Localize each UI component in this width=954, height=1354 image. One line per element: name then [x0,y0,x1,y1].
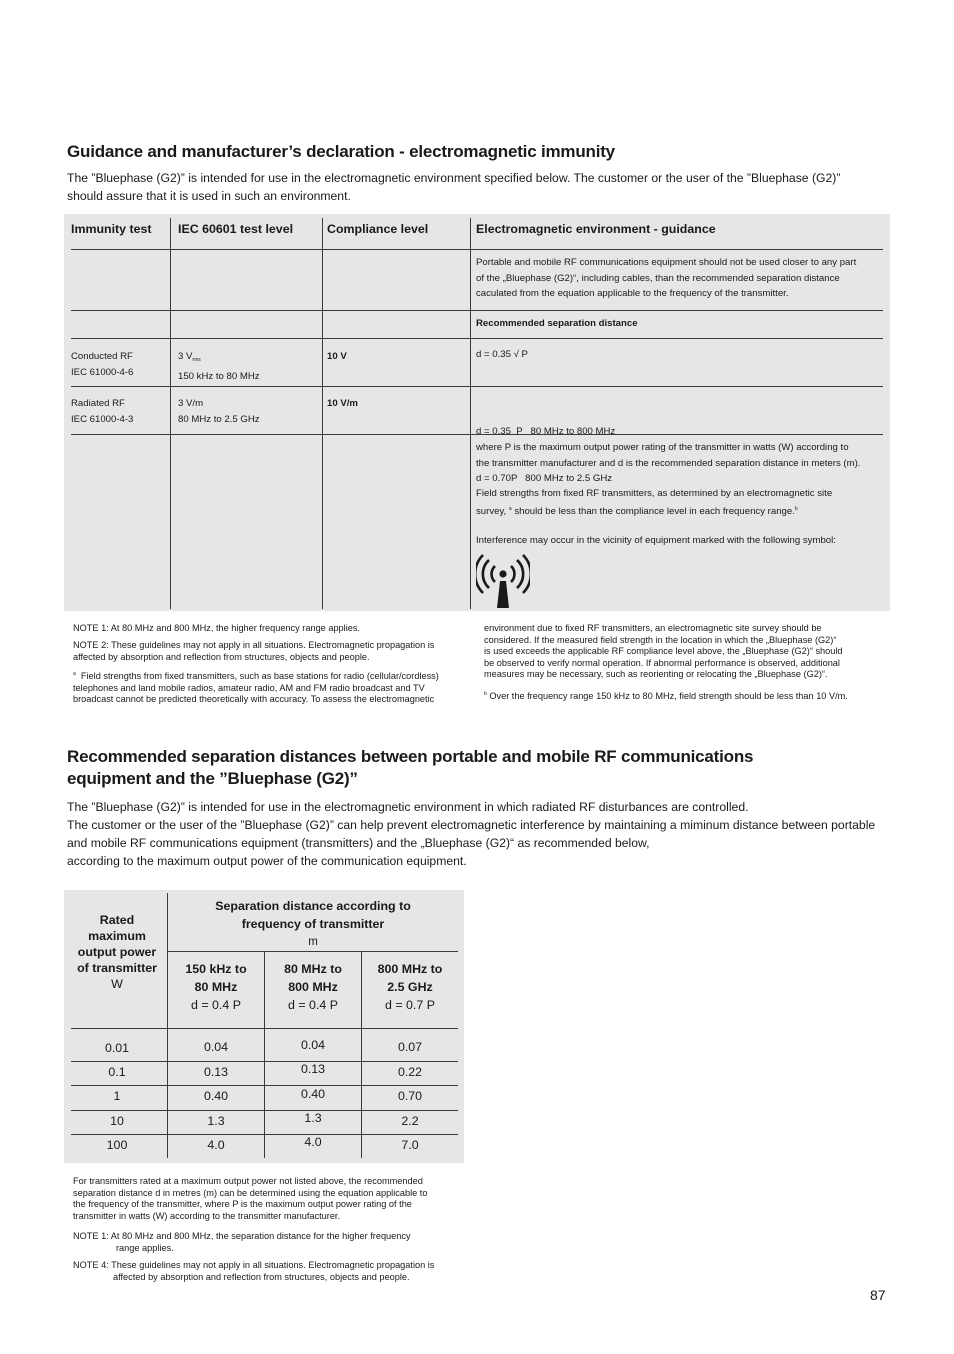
table-cell-distance: 0.70 [397,1089,423,1103]
note-2 [73,640,434,663]
table-rule [71,386,883,387]
where-text [476,440,860,471]
intro-line: The customer or the user of the ”Bluephase (G2)” can help prevent electromagnetic interference by maintaining a miminum distance between portable [67,818,876,832]
conducted-rf-formula: d = 0.35 √ P [476,349,528,360]
table-cell-distance: 2.2 [401,1114,419,1128]
footnote-mark: a [508,505,512,512]
recommended-distance-label: Recommended separation distance [476,318,638,329]
cell-text: d = 0.35 P 80 MHz to 800 MHz [476,426,616,438]
note-line: broadcast cannot be predicted theoretically with accuracy. To assess the electromagnetic [73,694,435,705]
header-compliance-level: Compliance level [327,222,429,236]
guidance-line: of the „Bluephase (G2)“, including cables, than the recommended separation distance [476,272,840,284]
note-1-separation [73,1231,411,1254]
note-line: range applies. [116,1242,174,1253]
table-rule [71,338,883,339]
section-title-immunity: Guidance and manufacturer’s declaration - electromagnetic immunity [67,142,615,161]
note-1: NOTE 1: At 80 MHz and 800 MHz, the higher frequency range applies. [73,623,361,633]
note-line: separation distance d in metres (m) can be determined using the equation applicable to [73,1187,428,1198]
guidance-line: Portable and mobile RF communications equipment should not be used closer to any part [476,257,857,268]
cell-text: 150 kHz to 80 MHz [178,370,260,382]
header-guidance: Electromagnetic environment - guidance [476,222,716,236]
header-formula: d = 0.4 P [288,998,338,1012]
table-cell-distance: 1.3 [207,1114,225,1128]
header-line: 2.5 GHz [387,980,433,994]
table-cell-power: 100 [106,1138,128,1152]
header-line: of transmitter [77,961,157,975]
section-intro-separation [67,798,875,870]
guidance-line: should be less than the compliance level in each frequency range. [511,505,795,517]
cell-text: Radiated RF [71,398,125,409]
header-formula: d = 0.7 P [385,998,435,1012]
guidance-line: the transmitter manufacturer and d is the recommended separation distance in meters (m). [476,457,861,469]
note-line: transmitter in watts (W) according to the transmitter manufacturer. [73,1210,341,1221]
non-ionizing-radiation-icon [476,552,530,610]
note-line: telephones and land mobile radios, amateur radio, AM and FM radio broadcast and TV [73,682,425,693]
table-rule [168,951,458,952]
note-line: environment due to fixed RF transmitters, an electromagnetic site survey should be [484,623,822,633]
radiated-rf-level [178,396,260,427]
note-line: Field strengths from fixed transmitters, such as base stations for radio (cellular/cordless) [80,671,439,681]
header-150khz-80mhz [168,960,264,1014]
table-cell-distance: 0.22 [397,1065,423,1079]
note-line: affected by absorption and reflection from structures, objects and people. [113,1271,410,1282]
title-line: Recommended separation distances between portable and mobile RF communications [67,747,754,766]
subscript-text: rms [192,357,201,363]
radiated-rf-test [71,396,133,427]
cell-text: 3 V/m [178,398,204,409]
header-line: 150 kHz to [185,962,247,976]
note-line: NOTE 2: These guidelines may not apply in all situations. Electromagnetic propagation is [73,640,435,650]
footnote-a-continued [484,623,843,681]
table-cell-distance: 0.07 [397,1040,423,1054]
note-line: measures may be necessary, such as reorienting or relocating the „Bluephase (G2)“. [484,669,828,680]
table-rule [71,249,883,250]
section-intro-immunity [67,169,840,205]
header-rated-power [68,912,166,992]
table-cell-distance: 0.04 [300,1038,326,1052]
note-line: be observed to verify normal operation. If abnormal performance is observed, additional [484,657,840,668]
header-line: Rated [99,913,135,927]
field-strength-text [476,486,832,519]
table-cell-distance: 0.04 [203,1040,229,1054]
intro-line: should assure that it is used in such an environment. [67,189,351,203]
intro-line: and mobile RF communications equipment (transmitters) and the „Bluephase (G2)“ as recommended below, [67,836,650,850]
note-line: affected by absorption and reflection from structures, objects and people. [73,651,370,662]
table-cell-distance: 4.0 [207,1138,225,1152]
table-cell-power: 0.01 [104,1041,130,1055]
intro-line: The ”Bluephase (G2)” is intended for use in the electromagnetic environment in which radiated RF disturbances are controlled. [67,800,749,814]
table-cell-distance: 0.13 [203,1065,229,1079]
note-line: For transmitters rated at a maximum output power not listed above, the recommended [73,1176,423,1186]
table-cell-distance: 0.40 [300,1087,326,1101]
table-cell-distance: 7.0 [401,1138,419,1152]
header-800mhz-2-5ghz [362,960,458,1014]
transmitter-note [73,1176,427,1222]
guidance-line: Field strengths from fixed RF transmitters, as determined by an electromagnetic site [476,488,833,499]
radiated-rf-compliance: 10 V/m [327,398,358,409]
footnote-mark: a [73,671,76,677]
header-immunity-test: Immunity test [71,222,152,236]
cell-text: IEC 61000-4-6 [71,366,134,378]
header-unit: m [308,936,318,948]
interference-text: Interference may occur in the vicinity of equipment marked with the following symbol: [476,535,836,546]
table-column-rule [170,218,171,609]
table-cell-power: 0.1 [108,1065,126,1079]
guidance-line: where P is the maximum output power rating of the transmitter in watts (W) according to [476,442,849,453]
footnote-mark: b [484,691,487,697]
header-80mhz-800mhz [265,960,361,1014]
header-test-level: IEC 60601 test level [178,222,294,236]
table-column-rule [470,218,471,609]
intro-line: according to the maximum output power of the communication equipment. [67,854,467,868]
cell-text: d = 0.70P 800 MHz to 2.5 GHz [476,472,613,484]
header-formula: d = 0.4 P [191,998,241,1012]
cell-text: IEC 61000-4-3 [71,413,134,425]
header-line: Separation distance according to [215,899,411,913]
table-cell-distance: 0.13 [300,1062,326,1076]
note-line: Over the frequency range 150 kHz to 80 MHz, field strength should be less than 10 V/m. [489,691,848,701]
table-cell-distance: 4.0 [304,1135,322,1149]
note-4-separation [73,1260,434,1283]
header-line: maximum [88,929,146,943]
conducted-rf-compliance: 10 V [327,351,347,362]
guidance-intro [476,255,856,302]
note-line: NOTE 1: At 80 MHz and 800 MHz, the separation distance for the higher frequency [73,1231,411,1241]
header-unit: W [111,977,123,991]
conducted-rf-test [71,349,133,380]
header-line: 80 MHz [194,980,238,994]
header-line: 800 MHz to [377,962,443,976]
table-cell-power: 1 [113,1089,121,1103]
conducted-rf-level [178,349,260,384]
note-line: is used exceeds the applicable RF compliance level above, the „Bluephase (G2)“ should [484,646,843,657]
header-line: output power [77,945,157,959]
table-cell-distance: 0.40 [203,1089,229,1103]
note-line: the frequency of the transmitter, where P is the maximum output power rating of the [73,1199,412,1210]
footnote-a [73,669,439,706]
page-number: 87 [870,1287,886,1303]
guidance-line: survey, [476,505,507,517]
header-line: frequency of transmitter [241,917,385,931]
table-column-rule [322,218,323,609]
header-separation-distance [168,897,458,951]
table-column-rule [264,951,265,1158]
header-line: 800 MHz [288,980,338,994]
cell-text: Conducted RF [71,351,133,362]
intro-line: The ”Bluephase (G2)” is intended for use in the electromagnetic environment specified below. The customer or the user of the ”Bluephase (G2)” [67,171,841,185]
note-line: considered. If the measured field strength in the location in which the „Bluephase (G2)“ [484,634,837,645]
footnote-b [484,689,848,703]
section-title-separation [67,746,753,790]
footnote-mark: b [794,505,798,512]
table-cell-distance: 1.3 [304,1111,322,1125]
table-cell-power: 10 [110,1114,124,1128]
cell-text: 80 MHz to 2.5 GHz [178,413,260,425]
header-line: 80 MHz to [284,962,342,976]
table-rule [71,310,883,311]
note-line: NOTE 4: These guidelines may not apply in all situations. Electromagnetic propagation is [73,1260,435,1270]
cell-text: 3 V [178,351,193,362]
guidance-line: caculated from the equation applicable to the frequency of the transmitter. [476,288,789,300]
title-line: equipment and the ”Bluephase (G2)” [67,769,358,788]
